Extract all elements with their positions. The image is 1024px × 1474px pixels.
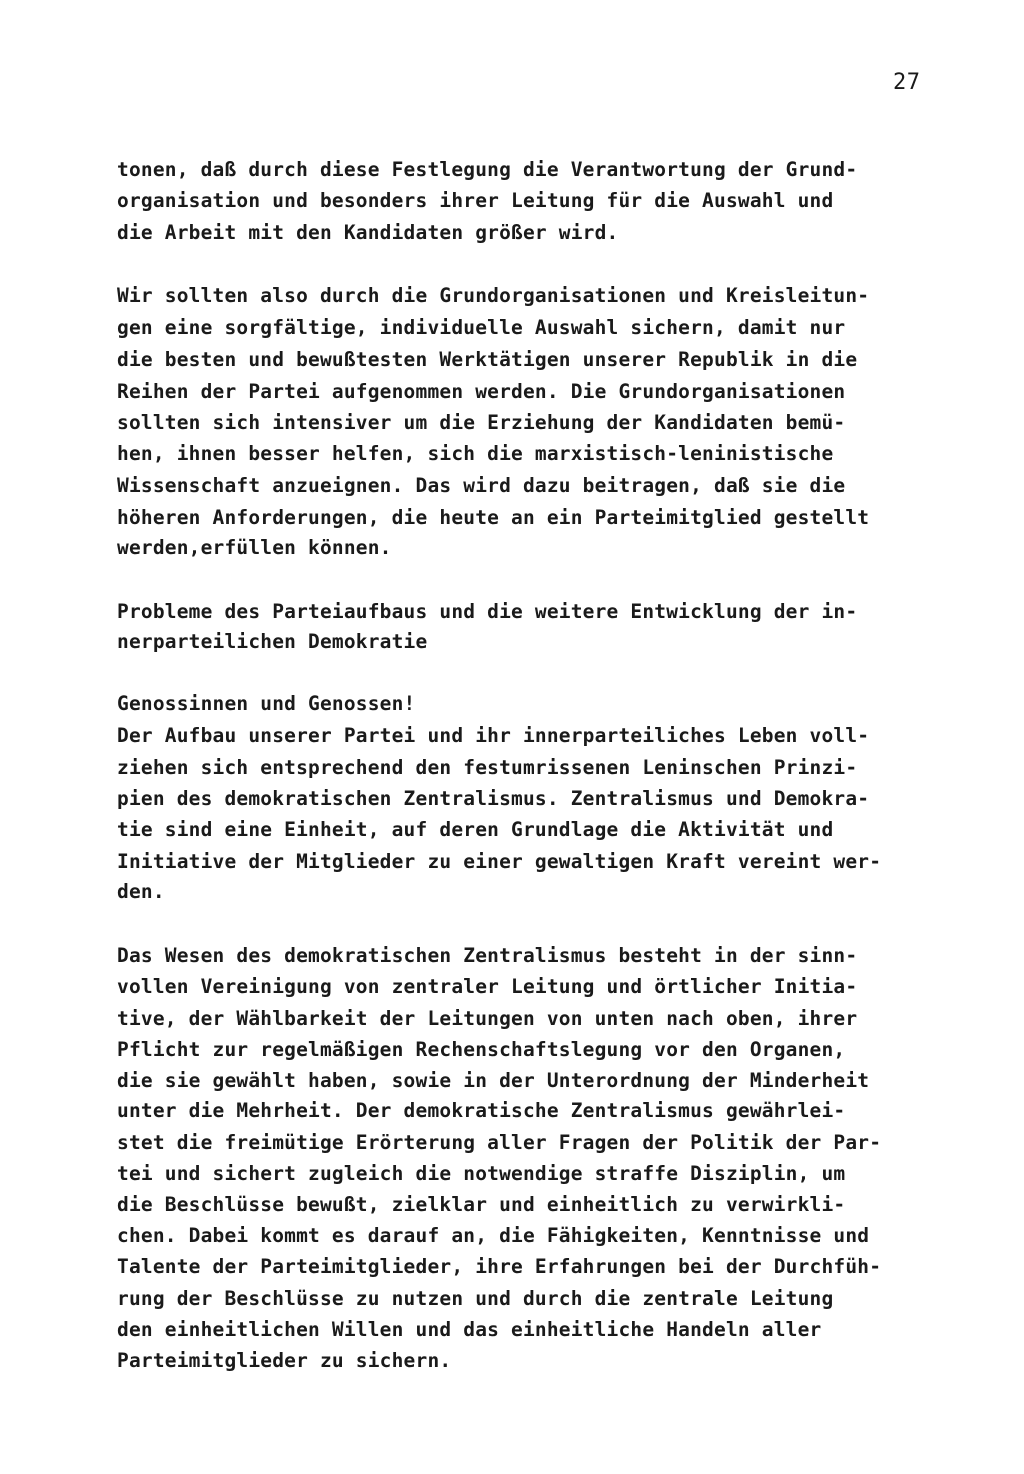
- text-line: die sie gewählt haben, sowie in der Unterordnung der Minderheit: [117, 1069, 870, 1092]
- text-line: den.: [117, 880, 165, 903]
- text-line: Das Wesen des demokratischen Zentralismus besteht in der sinn-: [117, 944, 858, 967]
- text-line: Wissenschaft anzueignen. Das wird dazu beitragen, daß sie die: [117, 474, 846, 497]
- text-line: werden,erfüllen können.: [117, 536, 392, 559]
- text-line: tei und sichert zugleich die notwendige straffe Disziplin, um: [117, 1162, 846, 1185]
- text-line: stet die freimütige Erörterung aller Fragen der Politik der Par-: [117, 1131, 882, 1154]
- text-line: chen. Dabei kommt es darauf an, die Fähigkeiten, Kenntnisse und: [117, 1224, 870, 1247]
- text-line: Initiative der Mitglieder zu einer gewaltigen Kraft vereint wer-: [117, 850, 882, 873]
- text-line: hen, ihnen besser helfen, sich die marxistisch-leninistische: [117, 442, 834, 465]
- text-line: vollen Vereinigung von zentraler Leitung und örtlicher Initia-: [117, 975, 858, 998]
- text-line: Parteimitglieder zu sichern.: [117, 1349, 452, 1372]
- text-line: Pflicht zur regelmäßigen Rechenschaftslegung vor den Organen,: [117, 1038, 846, 1061]
- text-line: Talente der Parteimitglieder, ihre Erfahrungen bei der Durchfüh-: [117, 1255, 882, 1278]
- text-line: rung der Beschlüsse zu nutzen und durch die zentrale Leitung: [117, 1287, 834, 1310]
- text-line: unter die Mehrheit. Der demokratische Zentralismus gewährlei-: [117, 1099, 846, 1122]
- text-line: organisation und besonders ihrer Leitung für die Auswahl und: [117, 189, 834, 212]
- text-line: Reihen der Partei aufgenommen werden. Die Grundorganisationen: [117, 380, 846, 403]
- text-line: tonen, daß durch diese Festlegung die Verantwortung der Grund-: [117, 158, 858, 181]
- text-line: ziehen sich entsprechend den festumrissenen Leninschen Prinzi-: [117, 756, 858, 779]
- text-line: Probleme des Parteiaufbaus und die weitere Entwicklung der in-: [117, 600, 858, 623]
- text-line: nerparteilichen Demokratie: [117, 630, 428, 653]
- page-number: 27: [893, 70, 921, 95]
- text-line: gen eine sorgfältige, individuelle Auswahl sichern, damit nur: [117, 316, 846, 339]
- text-line: die besten und bewußtesten Werktätigen unserer Republik in die: [117, 348, 858, 371]
- text-line: die Beschlüsse bewußt, zielklar und einheitlich zu verwirkli-: [117, 1193, 846, 1216]
- text-line: tie sind eine Einheit, auf deren Grundlage die Aktivität und: [117, 818, 834, 841]
- text-line: tive, der Wählbarkeit der Leitungen von unten nach oben, ihrer: [117, 1007, 858, 1030]
- text-line: pien des demokratischen Zentralismus. Zentralismus und Demokra-: [117, 787, 870, 810]
- text-line: die Arbeit mit den Kandidaten größer wird.: [117, 221, 619, 244]
- text-line: den einheitlichen Willen und das einheitliche Handeln aller: [117, 1318, 822, 1341]
- text-line: sollten sich intensiver um die Erziehung der Kandidaten bemü-: [117, 411, 846, 434]
- text-line: Der Aufbau unserer Partei und ihr innerparteiliches Leben voll-: [117, 724, 870, 747]
- text-line: Genossinnen und Genossen!: [117, 692, 416, 715]
- text-line: Wir sollten also durch die Grundorganisationen und Kreisleitun-: [117, 284, 870, 307]
- text-line: höheren Anforderungen, die heute an ein Parteimitglied gestellt: [117, 506, 870, 529]
